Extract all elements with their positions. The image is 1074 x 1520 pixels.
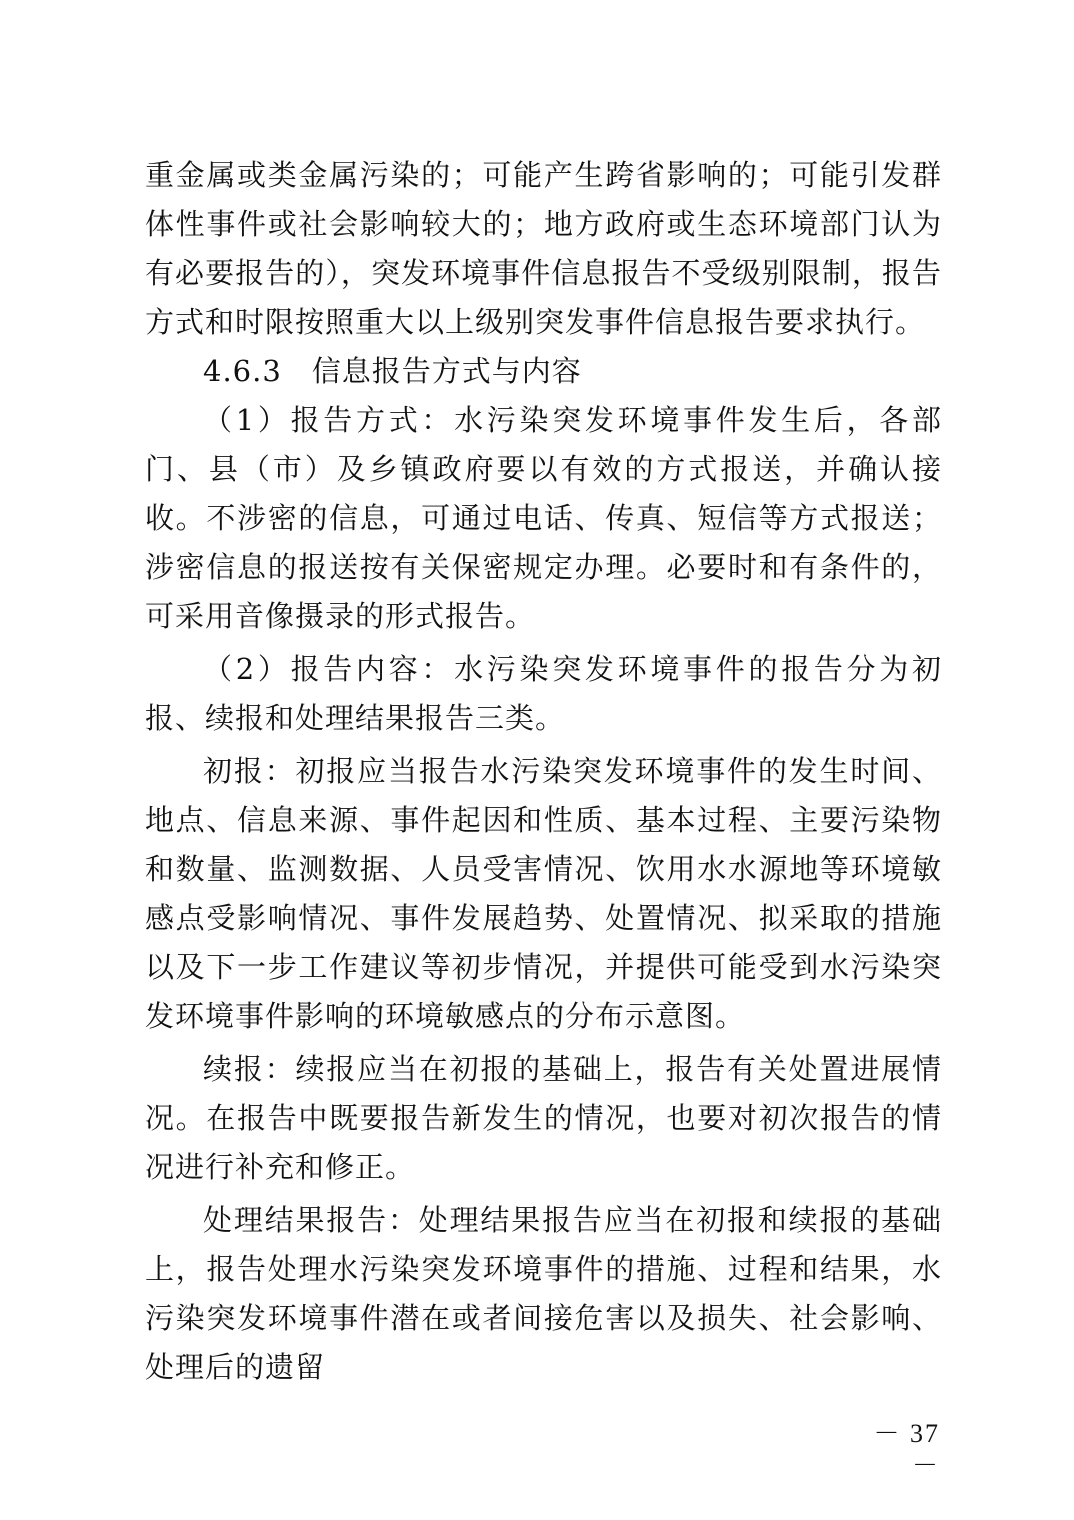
page-number: － 37 －	[873, 1419, 940, 1480]
paragraph-follow-up-report: 续报：续报应当在初报的基础上，报告有关处置进展情况。在报告中既要报告新发生的情况，也要对初次报告的情况进行补充和修正。	[145, 1052, 942, 1184]
paragraph-report-content: （2）报告内容：水污染突发环境事件的报告分为初报、续报和处理结果报告三类。	[145, 652, 942, 735]
paragraph-initial-report: 初报：初报应当报告水污染突发环境事件的发生时间、地点、信息来源、事件起因和性质、基本过程、主要污染物和数量、监测数据、人员受害情况、饮用水水源地等环境敏感点受影响情况、事件发展趋势、处置情况、拟采取的措施以及下一步工作建议等初步情况，并提供可能受到水污染突发环境事件影响的环境敏感点的分布示意图。	[145, 754, 942, 1033]
body-text	[145, 151, 942, 1392]
paragraph-continuation: 重金属或类金属污染的；可能产生跨省影响的；可能引发群体性事件或社会影响较大的；地方政府或生态环境部门认为有必要报告的），突发环境事件信息报告不受级别限制，报告方式和时限按照重大以上级别突发事件信息报告要求执行。	[145, 158, 942, 339]
paragraph-report-method: （1）报告方式：水污染突发环境事件发生后，各部门、县（市）及乡镇政府要以有效的方式报送，并确认接收。不涉密的信息，可通过电话、传真、短信等方式报送；涉密信息的报送按有关保密规定办理。必要时和有条件的，可采用音像摄录的形式报告。	[145, 403, 942, 633]
section-heading: 4.6.3 信息报告方式与内容	[203, 354, 582, 388]
paragraph-result-report: 处理结果报告：处理结果报告应当在初报和续报的基础上，报告处理水污染突发环境事件的措施、过程和结果，水污染突发环境事件潜在或者间接危害以及损失、社会影响、处理后的遗留	[145, 1203, 942, 1384]
